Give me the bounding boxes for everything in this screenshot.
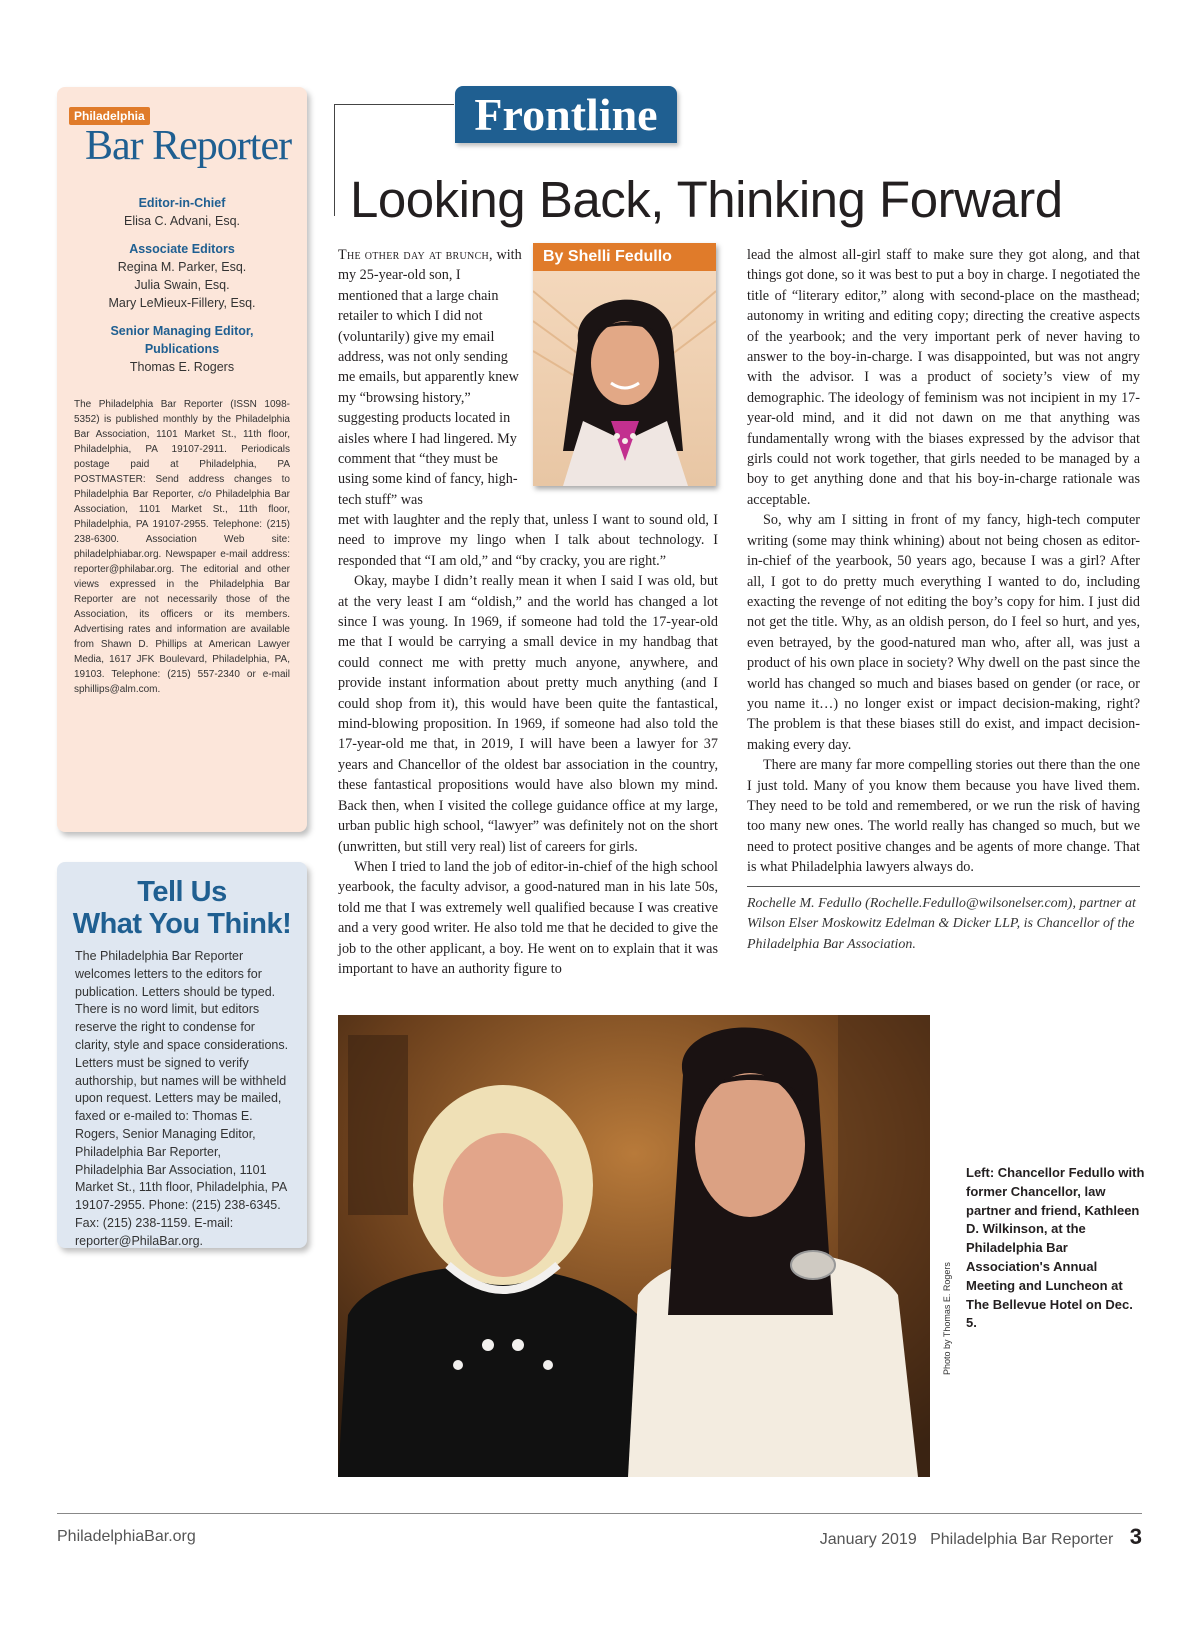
- article-column-1-top: [338, 245, 523, 510]
- letters-title-line1: Tell Us: [137, 876, 227, 908]
- photo-credit: Photo by Thomas E. Rogers: [942, 1262, 952, 1375]
- bio-divider: [747, 886, 1140, 887]
- article-paragraph: When I tried to land the job of editor-in-chief of the high school yearbook, the faculty advisor, a good-natured man in his late 50s, told me that I was extremely well qualified because I was creative and a very good writer. He also told me that he decided to give the job to the other applicant, a boy. He went on to explain that it was important to have an authority figure to: [338, 858, 718, 977]
- lead-in: The other day at brunch,: [338, 247, 493, 263]
- associate-editors-label: Associate Editors: [129, 242, 235, 256]
- article-paragraph: lead the almost all-girl staff to make sure they got along, and that things got done, so it was best to put a boy in charge. I negotiated the title of “literary editor,” along with second-place on the masthead; autonomy in writing and editing copy; directing the creative aspects of the yearbook; and the very important perk of never having to answer to the boy-in-charge. I was disappointed, but was not angry with the advisor. I was a product of society’s view of my demographic. The ideology of feminism was not incipient in my 17-year-old mind, and it did not dawn on me that anything was fundamentally wrong with the biases expressed by the advisor that girls could not work together, that girls needed to be managed by a boy to get anything done and that his boy-in-charge rationale was acceptable.: [747, 247, 1140, 508]
- senior-managing-editor-label: Senior Managing Editor, Publications: [110, 324, 254, 356]
- senior-managing-editor-name: Thomas E. Rogers: [129, 360, 235, 374]
- article-paragraph: So, why am I sitting in front of my fancy, high-tech computer writing (some may think whining) about not being chosen as editor-in-chief of the yearbook, 50 years ago, because I was a girl? After all, I got to do pretty much everything I wanted to do, including exacting the revenge of not editing the boy’s copy for him. I just did not get the title. Why, as an oldish person, do I feel so hurt, and yes, even betrayed, by the good-natured man who, after all, was just a product of his own place in society? Why dwell on the past since the world has changed so much and biases based on gender (or race, or you name it…) no longer exist or impact decision-making, right? The problem is that these biases still do exist, and impact decision-making every day.: [747, 512, 1140, 753]
- logo-tag: Philadelphia: [69, 107, 150, 125]
- article-paragraph: met with laughter and the reply that, unless I want to sound old, I need to improve my lingo when I talk about technology. I responded that “I am old,” and “by cracky, you are right.”: [338, 512, 718, 569]
- article-column-1: [338, 510, 718, 979]
- letters-body: The Philadelphia Bar Reporter welcomes letters to the editors for publication. Letters should be typed. There is no word limit, but editors reserve the right to condense for clarity, style and space considerations. Letters must be signed to verify authorship, but names will be withheld upon request. Letters may be mailed, faxed or e-mailed to: Thomas E. Rogers, Senior Managing Editor, Philadelphia Bar Reporter, Philadelphia Bar Association, 1101 Market St., 11th floor, Philadelphia, PA 19107-2955. Phone: (215) 238-6345. Fax: (215) 238-1159. E-mail: reporter@PhilaBar.org.: [75, 949, 289, 1248]
- associate-editor-name: Julia Swain, Esq.: [134, 278, 230, 292]
- associate-editor-name: Regina M. Parker, Esq.: [117, 260, 247, 274]
- staff-list: [57, 194, 307, 386]
- editor-in-chief-name: Elisa C. Advani, Esq.: [123, 214, 241, 228]
- publication-logo: Bar Reporter: [85, 123, 292, 169]
- photo-caption: Left: Chancellor Fedullo with former Chancellor, law partner and friend, Kathleen D. Wilkinson, at the Philadelphia Bar Association's Annual Meeting and Luncheon at The Bellevue Hotel on Dec. 5.: [966, 1165, 1145, 1331]
- associate-editor-name: Mary LeMieux-Fillery, Esq.: [108, 296, 256, 310]
- masthead-box: [57, 87, 307, 832]
- article-column-2: [747, 245, 1140, 878]
- footer-website: PhiladelphiaBar.org: [57, 1528, 196, 1545]
- section-tab: [455, 86, 677, 143]
- event-photo: [338, 1015, 930, 1477]
- footer-right: [820, 1524, 1142, 1550]
- letters-title: [57, 876, 307, 940]
- author-bio: Rochelle M. Fedullo (Rochelle.Fedullo@wilsonelser.com), partner at Wilson Elser Moskowitz Edelman & Dicker LLP, is Chancellor of the Philadelphia Bar Association.: [747, 896, 1136, 952]
- footer-issue: January 2019: [819, 1531, 917, 1548]
- byline: By Shelli Fedullo: [533, 243, 716, 271]
- header-rule-horizontal: [334, 104, 454, 105]
- letters-box: [57, 862, 307, 1248]
- author-portrait: [533, 271, 716, 486]
- publication-info: The Philadelphia Bar Reporter (ISSN 1098-5352) is published monthly by the Philadelphia Bar Association, 1101 Market St., 11th floor, Philadelphia, PA 19107-2911. Periodicals postage paid at Philadelphia, PA POSTMASTER: Send address changes to Philadelphia Bar Reporter, c/o Philadelphia Bar Association, 1101 Market St., 11th floor, Philadelphia, PA 19107-2955. Telephone: (215) 238-6300. Association Web site: philadelphiabar.org. Newspaper e-mail address: reporter@philabar.org. The editorial and other views expressed in the Philadelphia Bar Reporter are not necessarily those of the Association, its officers or its members. Advertising rates and information are available from Shawn D. Phillips at American Lawyer Media, 1617 JFK Boulevard, Philadelphia, PA, 19103. Telephone: (215) 557-2340 or e-mail sphillips@alm.com.: [74, 399, 290, 695]
- section-title: Frontline: [474, 89, 658, 140]
- page-number: 3: [1129, 1524, 1142, 1549]
- footer-publication: Philadelphia Bar Reporter: [930, 1531, 1114, 1548]
- article-paragraph: Okay, maybe I didn’t really mean it when I said I was old, but at the very least I am “oldish,” and the world has changed a lot since I was young. In 1969, if someone had told the 17-year-old me that I would be carrying a small device in my handbag that could connect me with pretty much anyone, anywhere, and provide instant information about pretty much anything (and I could shop from it), this would have been quite the fantastical, mind-blowing proposition. In 1969, if someone had also told the 17-year-old me that, in 2019, I will have been a lawyer for 37 years and Chancellor of the oldest bar association in the country, these fantastical propositions would have also blown my mind. Back then, when I visited the college guidance office at my large, urban public high school, “lawyer” was definitely not on the short (unwritten, but still very real) list of careers for girls.: [338, 573, 718, 855]
- footer-rule: [57, 1513, 1142, 1514]
- editor-in-chief-label: Editor-in-Chief: [138, 196, 226, 210]
- article-paragraph: There are many far more compelling stories out there than the one I just told. Many of you know them because you have lived them. They need to be told and remembered, or we run the risk of having too many new ones. The world really has changed so much, but we need to protect positive changes and be agents of more change. That is what Philadelphia lawyers always do.: [747, 757, 1140, 876]
- article-text: with my 25-year-old son, I mentioned that a large chain retailer to which I did not (voluntarily) give my email address, was not only sending me emails, but apparently knew my “browsing history,” suggesting products located in aisles where I had lingered. My comment that “they must be using some kind of fancy, high-tech stuff” was: [338, 247, 522, 508]
- author-photo-box: [533, 243, 716, 486]
- article-headline: Looking Back, Thinking Forward: [350, 171, 1063, 228]
- header-rule-vertical: [334, 104, 335, 216]
- letters-title-line2: What You Think!: [72, 908, 292, 940]
